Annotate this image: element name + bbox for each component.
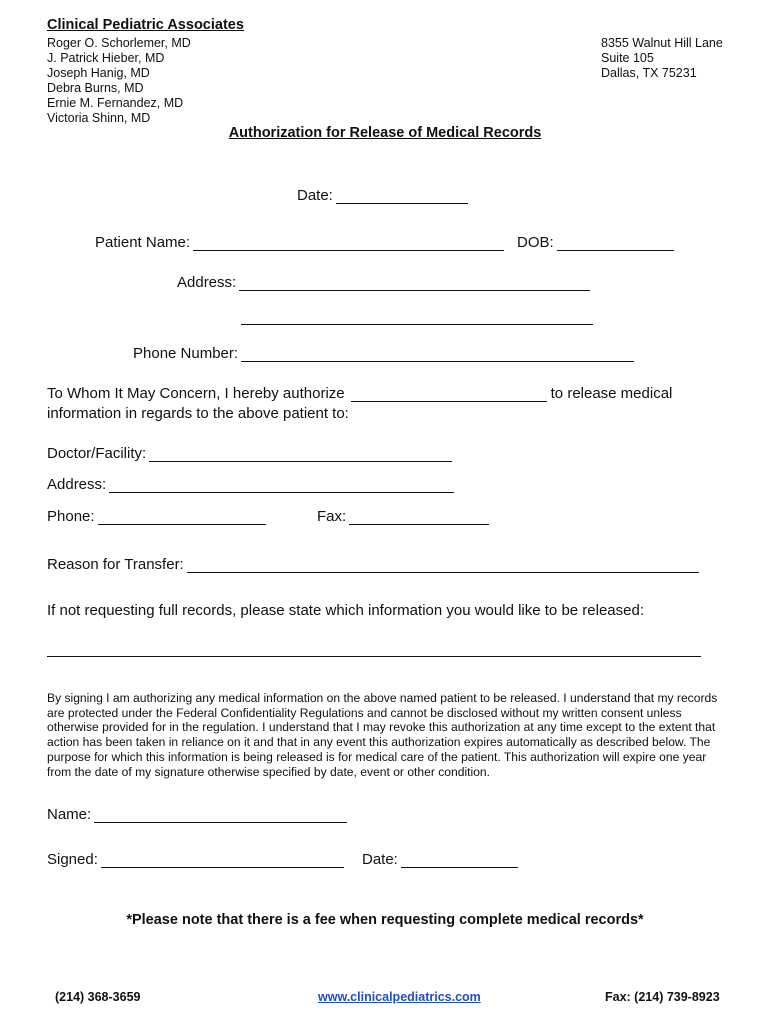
authorization-legal-text: By signing I am authorizing any medical information on the above named patient to be released. I understand that my records are protected under the Federal Confidentiality Regulations and cannot be disclosed without my written consent unless otherwise provided for in the regulation. I understand that I may revoke this authorization at any time except to the extent that action has been taken in reliance on it and that in any event this authorization expires automatically as described below. The purpose for which this information is being released is for medical care of the patient. This authorization will expire one year from the date of my signature otherwise specified by date, event or other condition. — [47, 691, 718, 779]
dob-label: DOB: — [517, 234, 554, 251]
authorized-party-input-line[interactable] — [351, 387, 547, 402]
phone-number-input-line[interactable] — [241, 347, 634, 362]
doctor-name: J. Patrick Hieber, MD — [47, 51, 165, 65]
date-input-line[interactable] — [336, 189, 468, 204]
date-field-row — [297, 187, 468, 204]
form-title: Authorization for Release of Medical Records — [228, 125, 542, 141]
practice-address — [601, 36, 723, 81]
reason-row — [47, 556, 699, 573]
phone-number-row — [133, 345, 634, 362]
signed-input-line[interactable] — [101, 853, 344, 868]
facility-phone-label: Phone: — [47, 508, 95, 525]
footer-website-link[interactable]: www.clinicalpediatrics.com — [318, 990, 481, 1004]
doctor-name: Roger O. Schorlemer, MD — [47, 36, 191, 50]
facility-address-input-line[interactable] — [109, 478, 454, 493]
practice-name: Clinical Pediatric Associates — [47, 17, 244, 33]
patient-name-input-line[interactable] — [193, 236, 504, 251]
patient-address-label: Address: — [177, 274, 237, 291]
footer-fax: Fax: (214) 739-8923 — [605, 990, 720, 1004]
doctor-list — [47, 36, 191, 126]
signature-date-input-line[interactable] — [401, 853, 518, 868]
dob-input-line[interactable] — [557, 236, 674, 251]
partial-request-input-line[interactable] — [47, 656, 701, 657]
patient-address-row — [177, 274, 590, 291]
facility-address-label: Address: — [47, 476, 107, 493]
signature-date-label: Date: — [362, 851, 398, 868]
signed-label: Signed: — [47, 851, 98, 868]
signed-row — [47, 851, 344, 868]
authorize-text-after: to release medical — [550, 385, 673, 402]
doctor-name: Debra Burns, MD — [47, 81, 144, 95]
authorize-row — [47, 385, 672, 402]
doctor-facility-input-line[interactable] — [149, 447, 452, 462]
authorize-text: To Whom It May Concern, I hereby authorize — [47, 385, 345, 402]
date-label: Date: — [297, 187, 333, 204]
patient-address-input-line-2[interactable] — [241, 324, 593, 325]
facility-phone-input-line[interactable] — [98, 510, 266, 525]
signature-name-row — [47, 806, 347, 823]
fee-note: *Please note that there is a fee when requesting complete medical records* — [126, 912, 644, 928]
footer-phone: (214) 368-3659 — [55, 990, 141, 1004]
authorize-text-line2: information in regards to the above patient to: — [47, 405, 349, 422]
facility-address-row — [47, 476, 454, 493]
signature-name-label: Name: — [47, 806, 92, 823]
facility-fax-row — [317, 508, 489, 525]
doctor-name: Ernie M. Fernandez, MD — [47, 96, 184, 110]
signature-name-input-line[interactable] — [94, 808, 347, 823]
facility-fax-input-line[interactable] — [349, 510, 489, 525]
facility-phone-row — [47, 508, 266, 525]
reason-label: Reason for Transfer: — [47, 556, 184, 573]
doctor-facility-label: Doctor/Facility: — [47, 445, 147, 462]
reason-input-line[interactable] — [187, 558, 699, 573]
patient-name-row — [95, 234, 504, 251]
doctor-facility-row — [47, 445, 452, 462]
patient-address-input-line-1[interactable] — [239, 276, 590, 291]
address-line: Dallas, TX 75231 — [601, 66, 697, 80]
phone-number-label: Phone Number: — [133, 345, 239, 362]
patient-name-label: Patient Name: — [95, 234, 191, 251]
address-line: Suite 105 — [601, 51, 654, 65]
address-line: 8355 Walnut Hill Lane — [601, 36, 723, 50]
doctor-name: Victoria Shinn, MD — [47, 111, 151, 125]
signature-date-row — [362, 851, 518, 868]
partial-request-text: If not requesting full records, please state which information you would like to be released: — [47, 602, 644, 619]
doctor-name: Joseph Hanig, MD — [47, 66, 150, 80]
dob-row — [517, 234, 674, 251]
facility-fax-label: Fax: — [317, 508, 347, 525]
